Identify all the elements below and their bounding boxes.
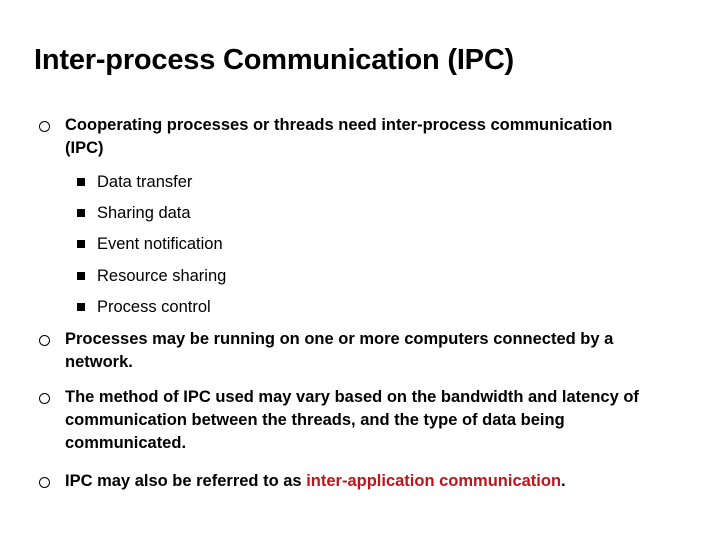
sub-item-sharing-data: Sharing data: [97, 204, 191, 222]
slide-title: Inter-process Communication (IPC): [34, 44, 515, 76]
square-bullet-icon: [77, 240, 85, 248]
bullet-text-end: .: [561, 472, 566, 490]
sub-item-event-notification: Event notification: [97, 235, 223, 253]
square-bullet-icon: [77, 209, 85, 217]
title-divider: [34, 92, 684, 93]
square-bullet-icon: [77, 272, 85, 280]
bullet-item: Cooperating processes or threads need inter-process communication (IPC): [65, 116, 613, 157]
bullet-item: The method of IPC used may vary based on the bandwidth and latency of communication between the threads, and the type of data being communicated.: [65, 388, 639, 452]
bullet-circle-icon: [39, 393, 50, 404]
bullet-text: IPC may also be referred to as: [65, 472, 307, 490]
sub-item-resource-sharing: Resource sharing: [97, 267, 227, 285]
bullet-circle-icon: [39, 121, 50, 132]
bullet-circle-icon: [39, 477, 50, 488]
sub-item-process-control: Process control: [97, 298, 211, 316]
square-bullet-icon: [77, 303, 85, 311]
square-bullet-icon: [77, 178, 85, 186]
bullet-circle-icon: [39, 335, 50, 346]
highlighted-term: inter-application communication: [306, 472, 562, 490]
bullet-item: [65, 470, 650, 493]
sub-item-data-transfer: Data transfer: [97, 173, 193, 191]
bullet-item: Processes may be running on one or more computers connected by a network.: [65, 330, 614, 371]
